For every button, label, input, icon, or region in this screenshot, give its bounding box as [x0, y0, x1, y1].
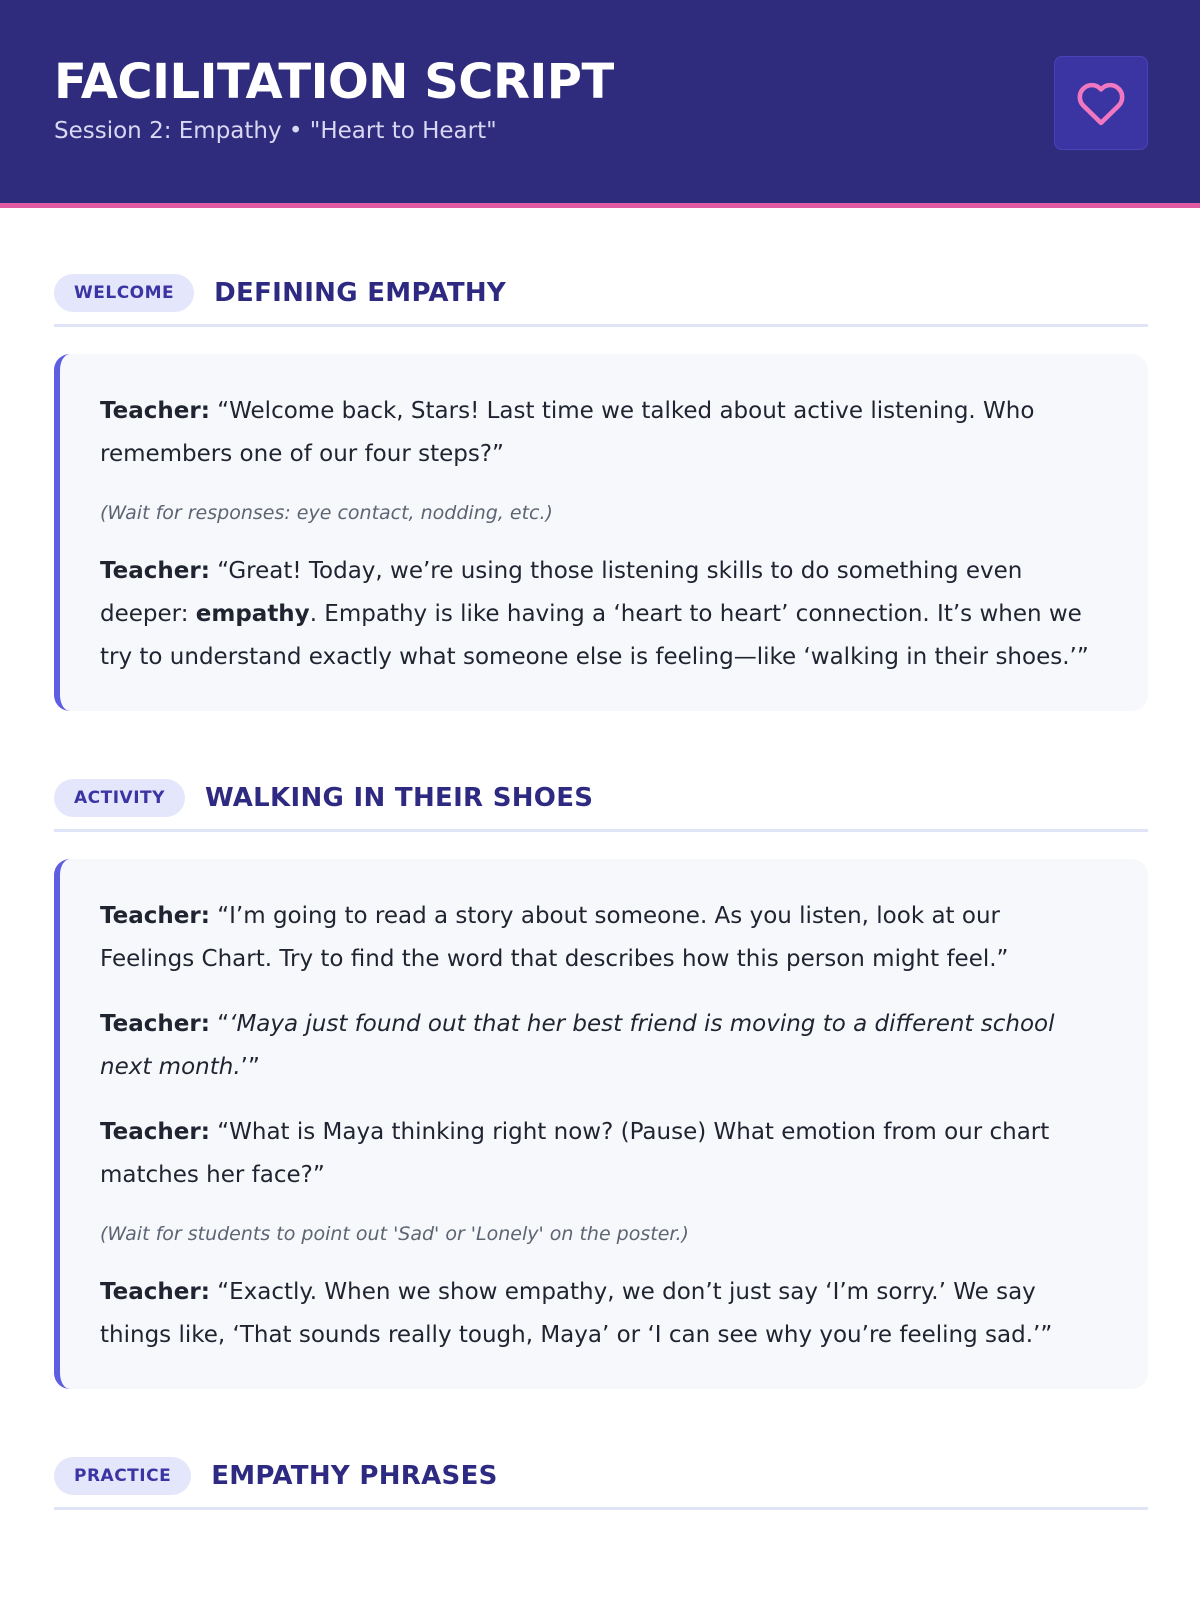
dialogue-text: “Great! Today, we’re using those listening skills to do something even deeper: — [100, 558, 1023, 627]
script-line — [100, 1111, 1098, 1197]
script-line — [100, 1003, 1098, 1089]
page-title: FACILITATION SCRIPT — [54, 54, 614, 110]
section-title: DEFINING EMPATHY — [214, 277, 507, 308]
heart-icon-box — [1054, 56, 1148, 150]
section-header-activity — [54, 766, 1148, 832]
script-line — [100, 895, 1098, 981]
dialogue-text: “Welcome back, Stars! Last time we talked about active listening. Who remembers one of our four steps?” — [100, 398, 1035, 467]
script-line — [100, 550, 1098, 679]
section-tag: WELCOME — [54, 274, 194, 312]
speaker-label: Teacher: — [100, 558, 210, 584]
script-line — [100, 390, 1098, 476]
section-title: EMPATHY PHRASES — [211, 1460, 498, 1491]
page-header — [0, 0, 1200, 208]
speaker-label: Teacher: — [100, 1279, 210, 1305]
script-card-activity — [54, 859, 1148, 1389]
speaker-label: Teacher: — [100, 903, 210, 929]
stage-direction: (Wait for students to point out 'Sad' or 'Lonely' on the poster.) — [100, 1223, 689, 1245]
stage-direction: (Wait for responses: eye contact, nodding, etc.) — [100, 502, 553, 524]
speaker-label: Teacher: — [100, 1119, 210, 1145]
story-text: ‘Maya just found out that her best friend is moving to a different school next month. — [100, 1011, 1055, 1080]
emphasis-term: empathy — [195, 601, 310, 627]
script-card-welcome — [54, 354, 1148, 711]
dialogue-text: “What is Maya thinking right now? (Pause) What emotion from our chart matches her face?” — [100, 1119, 1050, 1188]
dialogue-text: “Exactly. When we show empathy, we don’t just say ‘I’m sorry.’ We say things like, ‘That sounds really tough, Maya’ or ‘I can see why you’re feeling sad.’” — [100, 1279, 1053, 1348]
section-tag: ACTIVITY — [54, 779, 185, 817]
script-content — [0, 261, 1200, 1510]
heart-icon — [1075, 80, 1127, 126]
section-tag: PRACTICE — [54, 1457, 191, 1495]
close-quote: ’” — [240, 1054, 260, 1080]
speaker-label: Teacher: — [100, 1011, 210, 1037]
open-quote: “ — [217, 1011, 230, 1037]
speaker-label: Teacher: — [100, 398, 210, 424]
section-title: WALKING IN THEIR SHOES — [204, 782, 594, 813]
section-header-welcome — [54, 261, 1148, 327]
section-header-practice — [54, 1444, 1148, 1510]
dialogue-text: “I’m going to read a story about someone. As you listen, look at our Feelings Chart. Try to find the word that describes how this person might feel.” — [100, 903, 1009, 972]
script-line — [100, 1271, 1098, 1357]
page-subtitle: Session 2: Empathy • "Heart to Heart" — [54, 118, 497, 144]
dialogue-text: . Empathy is like having a ‘heart to heart’ connection. It’s when we try to understand exactly what someone else is feeling—like ‘walking in their shoes.’” — [100, 601, 1089, 670]
